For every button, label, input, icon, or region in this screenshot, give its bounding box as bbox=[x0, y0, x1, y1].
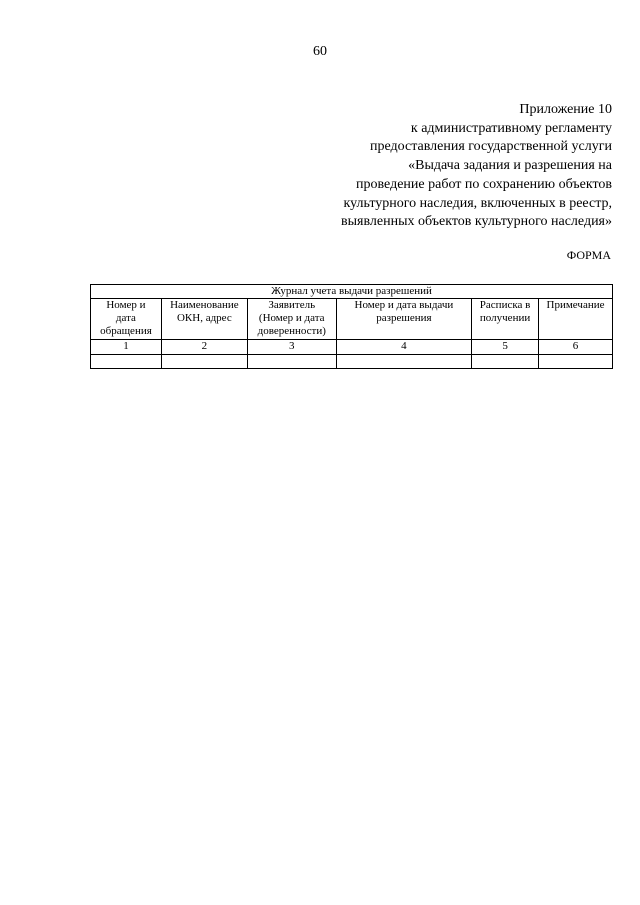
header-text: Номер и bbox=[106, 299, 146, 311]
header-text: ОКН, адрес bbox=[176, 312, 232, 324]
header-text: обращения bbox=[100, 325, 152, 337]
journal-table bbox=[90, 284, 613, 369]
appendix-line: предоставления государственной услуги bbox=[370, 139, 612, 155]
column-header bbox=[161, 299, 247, 340]
header-text: доверенности) bbox=[257, 325, 326, 337]
header-text: Номер и дата выдачи bbox=[354, 299, 454, 311]
empty-cell bbox=[91, 355, 162, 369]
column-number: 3 bbox=[247, 340, 336, 355]
column-number-row bbox=[91, 340, 613, 355]
column-header bbox=[91, 299, 162, 340]
column-header bbox=[472, 299, 539, 340]
header-text: Наименование bbox=[170, 299, 239, 311]
empty-cell bbox=[247, 355, 336, 369]
header-text: (Номер и дата bbox=[258, 312, 325, 324]
appendix-line: проведение работ по сохранению объектов bbox=[356, 176, 612, 192]
header-text: дата bbox=[115, 312, 136, 324]
column-number: 6 bbox=[539, 340, 613, 355]
appendix-header bbox=[212, 101, 612, 232]
table-header-row bbox=[91, 299, 613, 340]
column-number: 4 bbox=[336, 340, 471, 355]
appendix-line: выявленных объектов культурного наследия» bbox=[341, 214, 612, 230]
column-header bbox=[539, 299, 613, 340]
column-number: 1 bbox=[91, 340, 162, 355]
header-text: Заявитель bbox=[268, 299, 316, 311]
empty-cell bbox=[161, 355, 247, 369]
table-title: Журнал учета выдачи разрешений bbox=[91, 285, 613, 299]
empty-cell bbox=[336, 355, 471, 369]
header-text: получении bbox=[479, 312, 531, 324]
appendix-line: культурного наследия, включенных в реестр, bbox=[343, 195, 612, 211]
empty-cell bbox=[539, 355, 613, 369]
header-text: Расписка в bbox=[479, 299, 531, 311]
appendix-line: Приложение 10 bbox=[519, 102, 612, 117]
column-number: 5 bbox=[472, 340, 539, 355]
column-header bbox=[247, 299, 336, 340]
column-number: 2 bbox=[161, 340, 247, 355]
appendix-line: «Выдача задания и разрешения на bbox=[408, 158, 612, 174]
header-text: разрешения bbox=[376, 312, 432, 324]
empty-table-row bbox=[91, 355, 613, 369]
page-number: 60 bbox=[313, 44, 327, 59]
column-header bbox=[336, 299, 471, 340]
empty-cell bbox=[472, 355, 539, 369]
appendix-line: к административному регламенту bbox=[410, 120, 612, 136]
form-label: ФОРМА bbox=[566, 248, 611, 262]
header-text: Примечание bbox=[546, 299, 605, 311]
